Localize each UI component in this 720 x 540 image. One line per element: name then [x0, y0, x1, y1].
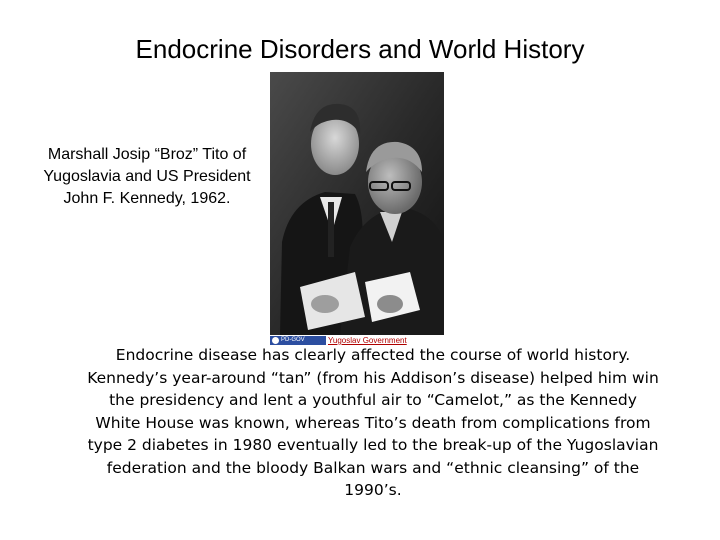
photo-source-link[interactable]: Yugoslav Government [328, 336, 407, 345]
photo-illustration [270, 72, 444, 335]
slide-title: Endocrine Disorders and World History [135, 34, 585, 64]
public-domain-icon [272, 337, 279, 344]
photo-caption: Marshall Josip “Broz” Tito of Yugoslavia and US President John F. Kennedy, 1962. [43, 146, 251, 207]
historical-photo [270, 72, 444, 335]
public-domain-badge: PD-GOV [270, 336, 326, 345]
body-paragraph: Endocrine disease has clearly affected the course of world history. Kennedy’s year-around “tan” (from his Addison’s disease) helped him win the presidency and lent a youthful air to “Camelot,” as the Kennedy White House was known, whereas Tito’s death from complications from type 2 diabetes in 1980 eventually led to the break-up of the Yugoslavian federation and the bloody Balkan wars and “ethnic cleansing” of the 1990’s. [87, 346, 659, 499]
